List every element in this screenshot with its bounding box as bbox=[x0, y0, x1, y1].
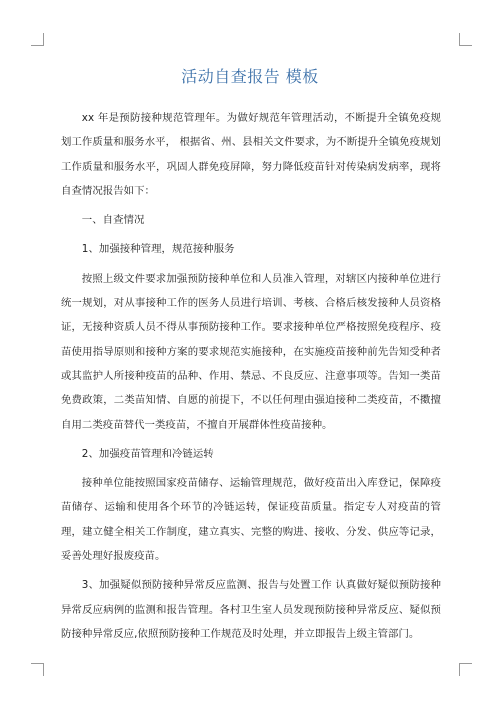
crop-mark-bottom-right bbox=[459, 663, 472, 676]
body-paragraph-3: 3、加强疑似预防接种异常反应监测、报告与处置工作 认真做好疑似预防接种异常反应病例的监测和报告管理。各村卫生室人员发现预防接种异常反应、疑似预防接种异常反应,依照预防接种工作规范及时处理，并立即报告上级主管部门。 bbox=[61, 579, 441, 640]
body-paragraph-1: 按照上级文件要求加强预防接种单位和人员准入管理，对辖区内接种单位进行统一规划，对从事接种工作的医务人员进行培训、考核、合格后核发接种人员资格证，无接种资质人员不得从事预防接种工作。要求接种单位严格按照免疫程序、疫苗使用指导原则和接种方案的要求规范实施接种，在实施疫苗接种前先告知受种者或其监护人所接种疫苗的品种、作用、禁忌、不良反应、注意事项等。告知一类苗免费政策，二类苗知情、自愿的前提下，不以任何理由强迫接种二类疫苗，不擞擅自用二类疫苗替代一类疫苗，不擅自开展群体性疫苗接种。 bbox=[61, 272, 441, 431]
crop-mark-bottom-left bbox=[31, 663, 44, 676]
crop-mark-top-left bbox=[31, 33, 44, 46]
document-title: 活动自查报告 模板 bbox=[181, 67, 319, 86]
subsection-heading-1: 1、加强接种管理，规范接种服务 bbox=[81, 243, 235, 256]
intro-paragraph: xx 年是预防接种规范管理年。为做好规范年管理活动，不断提升全镇免疫规划工作质量和服务水平， 根据省、州、县相关文件要求，为不断提升全镇免疫规划工作质量和服务水平，巩固人群免疫屏障，努力降低疫苗针对传染病发病率，现将自查情况报告如下： bbox=[61, 112, 441, 197]
crop-mark-top-right bbox=[459, 33, 472, 46]
subsection-heading-2: 2、加强疫苗管理和冷链运转 bbox=[81, 447, 214, 460]
document-body bbox=[61, 106, 441, 646]
section-heading: 一、自查情况 bbox=[81, 214, 145, 227]
body-paragraph-2: 接种单位能按照国家疫苗储存、运输管理规范，做好疫苗出入库登记，保障疫苗储存、运输和使用各个环节的冷链运转，保证疫苗质量。指定专人对疫苗的管理，建立健全相关工作制度，建立真实、完整的购进、接收、分发、供应等记录，妥善处理好报废疫苗。 bbox=[61, 477, 441, 563]
